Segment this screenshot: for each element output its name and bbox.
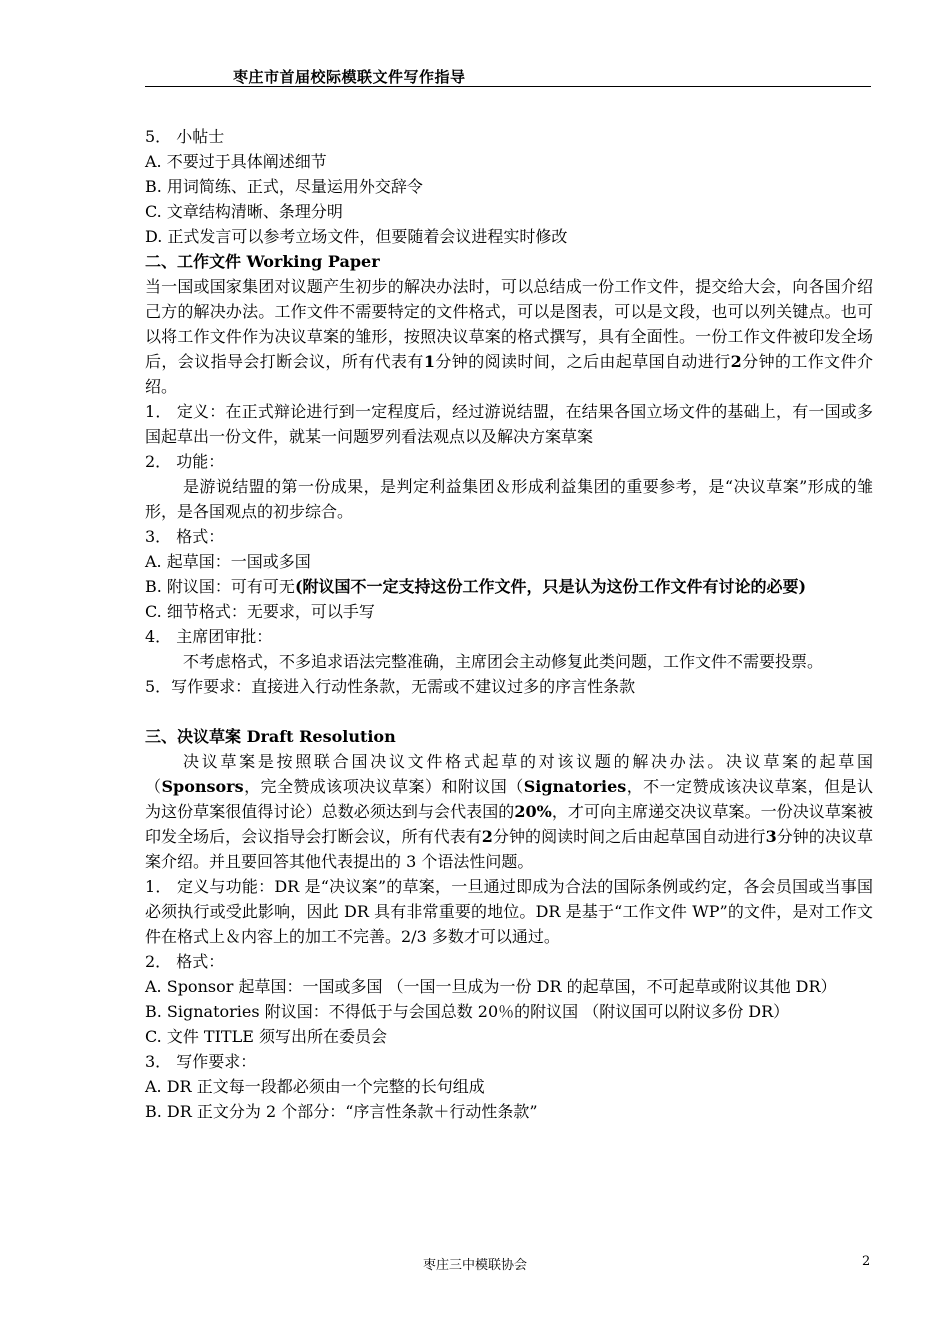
working-paper-format-b: B. 附议国：可有可无(附议国不一定支持这份工作文件，只是认为这份工作文件有讨论的必要)	[145, 577, 807, 596]
draft-resolution-format-heading: 2． 格式：	[145, 952, 225, 971]
section-spacer	[145, 699, 873, 724]
working-paper-writing-requirement: 5．写作要求：直接进入行动性条款，无需或不建议过多的序言性条款	[145, 677, 636, 696]
working-paper-function-heading: 2． 功能：	[145, 452, 225, 471]
working-paper-function-text: 是游说结盟的第一份成果，是判定利益集团＆形成利益集团的重要参考，是“决议草案”形成的雏形，是各国观点的初步综合。	[145, 477, 873, 521]
working-paper-intro: 当一国或国家集团对议题产生初步的解决办法时，可以总结成一份工作文件，提交给大会，向各国介绍己方的解决办法。工作文件不需要特定的文件格式，可以是图表，可以是文段，也可以列关键点。也可以将工作文件作为决议草案的雏形，按照决议草案的格式撰写，具有全面性。一份工作文件被印发全场后，会议指导会打断会议，所有代表有1分钟的阅读时间，之后由起草国自动进行2分钟的工作文件介绍。	[145, 277, 873, 396]
draft-resolution-heading: 三、决议草案 Draft Resolution	[145, 727, 396, 746]
working-paper-definition: 1． 定义：在正式辩论进行到一定程度后，经过游说结盟，在结果各国立场文件的基础上，有一国或多国起草出一份文件，就某一问题罗列看法观点以及解决方案草案	[145, 402, 873, 446]
draft-resolution-definition: 1． 定义与功能：DR 是“决议案”的草案，一旦通过即成为合法的国际条例或约定，各会员国或当事国必须执行或受此影响，因此 DR 具有非常重要的地位。DR 是基于“工作文件 WP”的文件，是对工作文件在格式上＆内容上的加工不完善。2/3 多数才可以通过。	[145, 877, 873, 946]
draft-resolution-format-b: B. Signatories 附议国：不得低于与会国总数 20％的附议国 （附议国可以附议多份 DR）	[145, 1002, 790, 1021]
page-number: 2	[862, 1254, 871, 1269]
working-paper-format-c: C. 细节格式：无要求，可以手写	[145, 602, 375, 621]
draft-resolution-requirement-a: A. DR 正文每一段都必须由一个完整的长句组成	[145, 1077, 485, 1096]
tips-item-c: C. 文章结构清晰、条理分明	[145, 202, 343, 221]
draft-resolution-intro: 决议草案是按照联合国决议文件格式起草的对该议题的解决办法。决议草案的起草国（Sponsors，完全赞成该项决议草案）和附议国（Signatories，不一定赞成该决议草案，但是认为这份草案很值得讨论）总数必须达到与会代表国的20%，才可向主席递交决议草案。一份决议草案被印发全场后，会议指导会打断会议，所有代表有2分钟的阅读时间之后由起草国自动进行3分钟的决议草案介绍。并且要回答其他代表提出的 3 个语法性问题。	[145, 752, 873, 871]
working-paper-review-text: 不考虑格式，不多追求语法完整准确，主席团会主动修复此类问题，工作文件不需要投票。	[183, 652, 824, 671]
draft-resolution-requirement-b: B. DR 正文分为 2 个部分：“序言性条款＋行动性条款”	[145, 1102, 538, 1121]
draft-resolution-requirement-heading: 3． 写作要求：	[145, 1052, 257, 1071]
header-divider	[145, 86, 871, 87]
document-body	[145, 124, 873, 1124]
working-paper-format-a: A. 起草国：一国或多国	[145, 552, 311, 571]
tips-item-a: A. 不要过于具体阐述细节	[145, 152, 327, 171]
working-paper-format-heading: 3． 格式：	[145, 527, 225, 546]
footer-organization: 枣庄三中模联协会	[422, 1258, 527, 1273]
working-paper-review-heading: 4． 主席团审批：	[145, 627, 273, 646]
document-header-title: 枣庄市首届校际模联文件写作指导	[233, 68, 466, 86]
draft-resolution-format-a: A. Sponsor 起草国：一国或多国 （一国一旦成为一份 DR 的起草国，不可起草或附议其他 DR）	[145, 977, 837, 996]
tips-item-d: D. 正式发言可以参考立场文件，但要随着会议进程实时修改	[145, 227, 568, 246]
working-paper-heading: 二、工作文件 Working Paper	[145, 252, 380, 271]
draft-resolution-format-c: C. 文件 TITLE 须写出所在委员会	[145, 1027, 387, 1046]
tips-item-b: B. 用词简练、正式，尽量运用外交辞令	[145, 177, 423, 196]
tips-heading: 5． 小帖士	[145, 127, 225, 146]
